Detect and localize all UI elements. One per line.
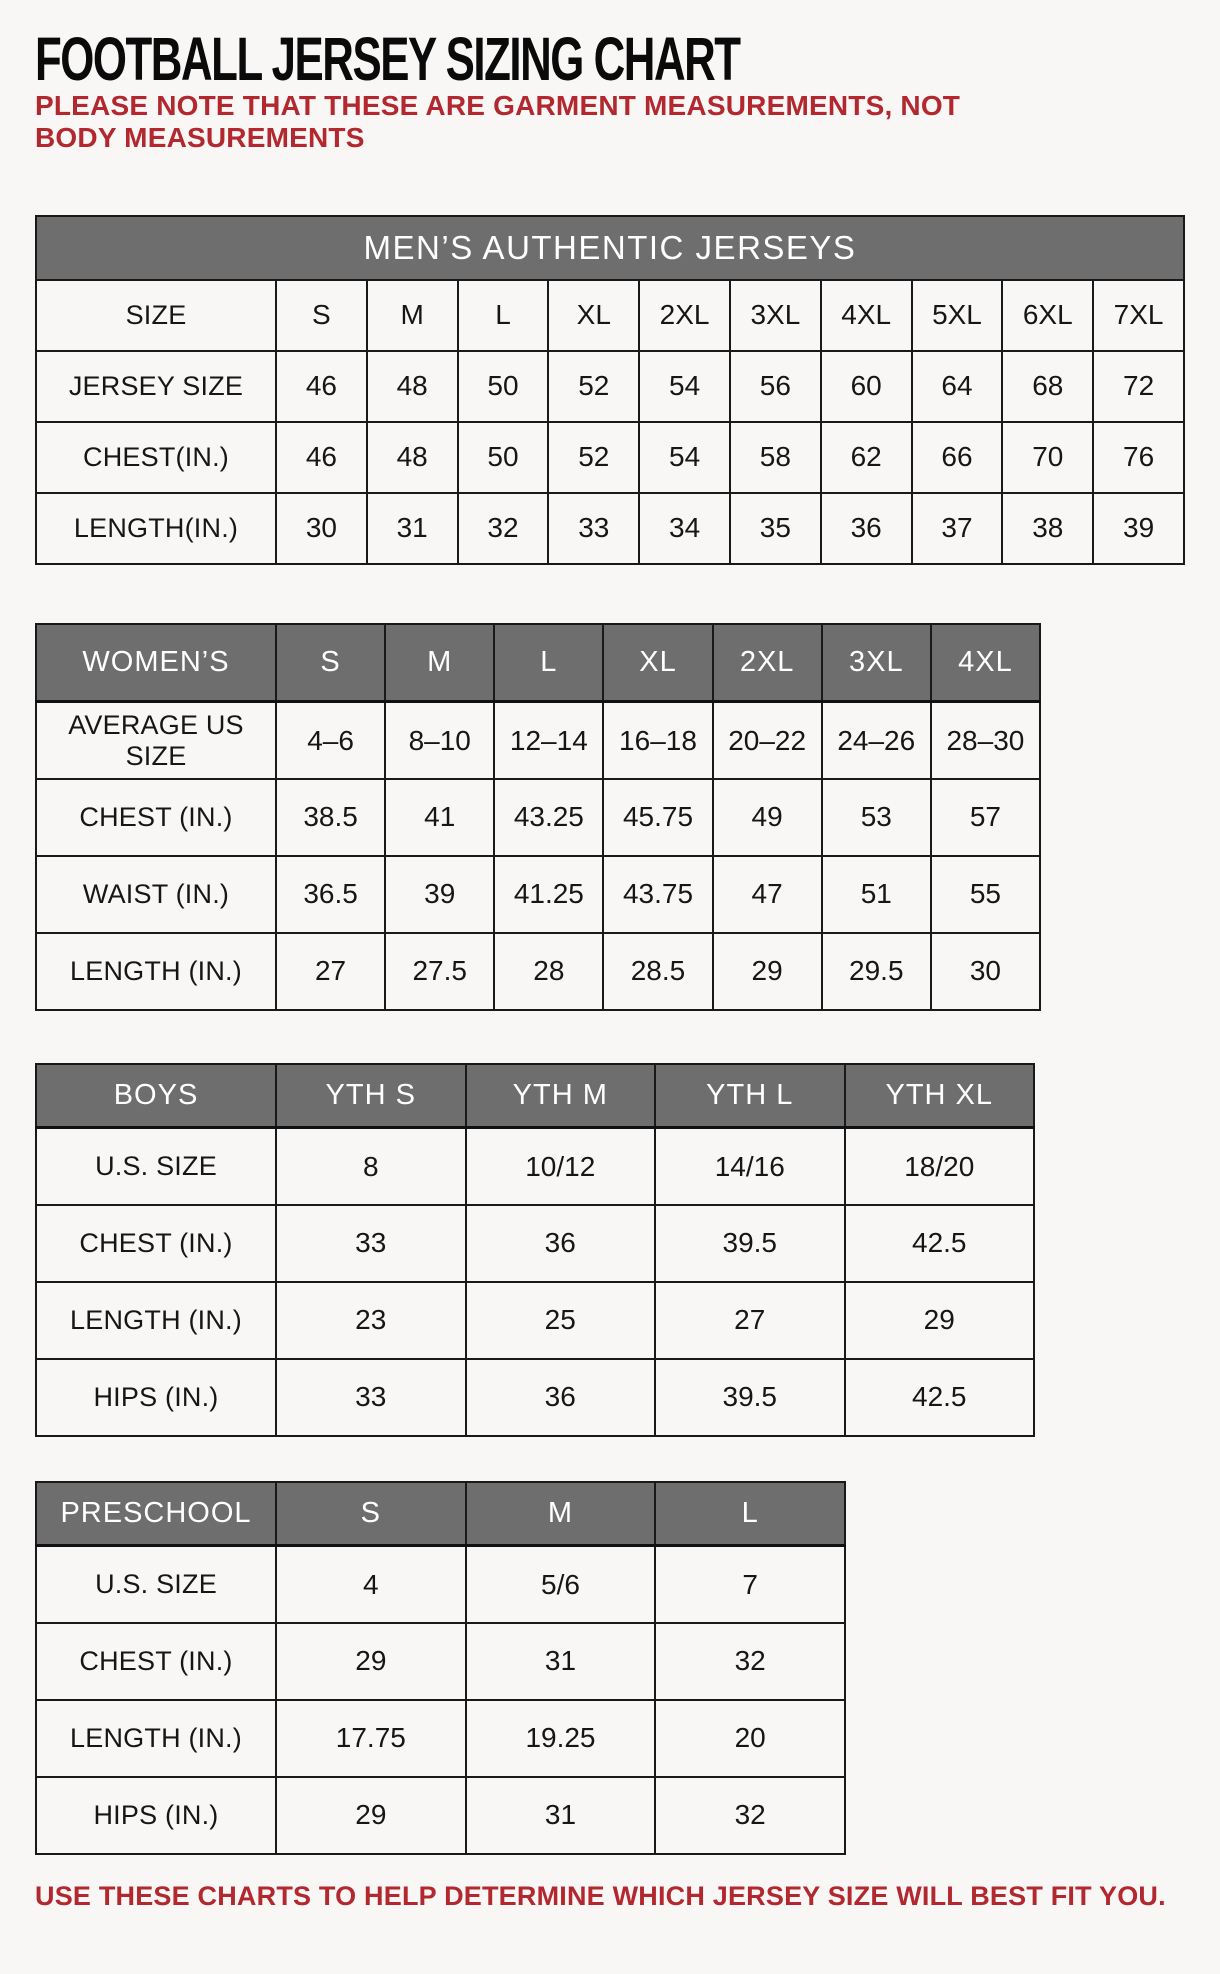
mens-value-cell: 39 (1093, 493, 1184, 564)
mens-value-cell: 48 (367, 351, 458, 422)
boys-value-cell: 8 (276, 1128, 466, 1205)
womens-header-size-col: 4XL (931, 624, 1040, 702)
womens-header-row (36, 624, 1040, 702)
mens-row-label: SIZE (36, 280, 276, 351)
womens-value-cell: 38.5 (276, 779, 385, 856)
preschool-header-size-col: M (466, 1482, 656, 1546)
mens-value-cell: 7XL (1093, 280, 1184, 351)
mens-value-cell: 64 (912, 351, 1003, 422)
womens-value-cell: 27 (276, 933, 385, 1010)
preschool-table-row (36, 1777, 845, 1854)
mens-value-cell: 37 (912, 493, 1003, 564)
womens-value-cell: 49 (713, 779, 822, 856)
mens-value-cell: 31 (367, 493, 458, 564)
womens-value-cell: 39 (385, 856, 494, 933)
mens-row-label: LENGTH(IN.) (36, 493, 276, 564)
mens-value-cell: 50 (458, 422, 549, 493)
boys-value-cell: 39.5 (655, 1205, 845, 1282)
womens-value-cell: 45.75 (603, 779, 712, 856)
preschool-value-cell: 29 (276, 1777, 466, 1854)
preschool-row-label: U.S. SIZE (36, 1546, 276, 1623)
mens-value-cell: 58 (730, 422, 821, 493)
note-fit-guidance: USE THESE CHARTS TO HELP DETERMINE WHICH JERSEY SIZE WILL BEST FIT YOU. (35, 1880, 1166, 1911)
womens-value-cell: 57 (931, 779, 1040, 856)
mens-value-cell: 52 (548, 422, 639, 493)
boys-sizing-table (35, 1063, 1035, 1437)
womens-value-cell: 20–22 (713, 702, 822, 779)
womens-value-cell: 53 (822, 779, 931, 856)
mens-value-cell: 4XL (821, 280, 912, 351)
womens-value-cell: 41 (385, 779, 494, 856)
womens-row-label: AVERAGE US SIZE (36, 702, 276, 779)
womens-value-cell: 43.25 (494, 779, 603, 856)
womens-row-label: LENGTH (IN.) (36, 933, 276, 1010)
mens-value-cell: 60 (821, 351, 912, 422)
mens-value-cell: 30 (276, 493, 367, 564)
womens-value-cell: 55 (931, 856, 1040, 933)
womens-sizing-table (35, 623, 1041, 1011)
mens-authentic-jerseys-table (35, 215, 1185, 565)
boys-value-cell: 10/12 (466, 1128, 656, 1205)
womens-value-cell: 27.5 (385, 933, 494, 1010)
womens-value-cell: 28 (494, 933, 603, 1010)
womens-value-cell: 41.25 (494, 856, 603, 933)
womens-value-cell: 51 (822, 856, 931, 933)
womens-row-label: CHEST (IN.) (36, 779, 276, 856)
preschool-table-row (36, 1700, 845, 1777)
boys-sizing-table (35, 1063, 1185, 1437)
preschool-value-cell: 19.25 (466, 1700, 656, 1777)
womens-value-cell: 4–6 (276, 702, 385, 779)
boys-value-cell: 25 (466, 1282, 656, 1359)
mens-value-cell: L (458, 280, 549, 351)
preschool-row-label: HIPS (IN.) (36, 1777, 276, 1854)
mens-value-cell: 70 (1002, 422, 1093, 493)
boys-row-label: LENGTH (IN.) (36, 1282, 276, 1359)
mens-value-cell: S (276, 280, 367, 351)
mens-table-row (36, 351, 1184, 422)
preschool-value-cell: 32 (655, 1777, 845, 1854)
mens-value-cell: 68 (1002, 351, 1093, 422)
boys-header-row (36, 1064, 1034, 1128)
womens-header-size-col: 2XL (713, 624, 822, 702)
mens-value-cell: XL (548, 280, 639, 351)
boys-header-size-col: YTH M (466, 1064, 656, 1128)
mens-value-cell: 50 (458, 351, 549, 422)
mens-value-cell: 33 (548, 493, 639, 564)
preschool-value-cell: 32 (655, 1623, 845, 1700)
mens-value-cell: 35 (730, 493, 821, 564)
preschool-header-size-col: L (655, 1482, 845, 1546)
preschool-value-cell: 20 (655, 1700, 845, 1777)
boys-header-size-col: YTH XL (845, 1064, 1035, 1128)
page-title-text: FOOTBALL JERSEY SIZING CHART (35, 25, 740, 94)
boys-header-label: BOYS (36, 1064, 276, 1128)
mens-row-label: CHEST(IN.) (36, 422, 276, 493)
womens-header-size-col: M (385, 624, 494, 702)
boys-row-label: U.S. SIZE (36, 1128, 276, 1205)
preschool-table-row (36, 1623, 845, 1700)
boys-value-cell: 36 (466, 1359, 656, 1436)
page-title (35, 24, 1185, 94)
boys-header-size-col: YTH L (655, 1064, 845, 1128)
preschool-header-size-col: S (276, 1482, 466, 1546)
womens-value-cell: 28–30 (931, 702, 1040, 779)
preschool-value-cell: 4 (276, 1546, 466, 1623)
preschool-value-cell: 7 (655, 1546, 845, 1623)
mens-value-cell: 56 (730, 351, 821, 422)
mens-value-cell: 52 (548, 351, 639, 422)
note-garment-measurements: PLEASE NOTE THAT THESE ARE GARMENT MEASUREMENTS, NOT BODY MEASUREMENTS (35, 90, 961, 154)
mens-value-cell: 2XL (639, 280, 730, 351)
boys-table-row (36, 1282, 1034, 1359)
mens-table-row (36, 493, 1184, 564)
preschool-sizing-table (35, 1481, 846, 1855)
womens-header-size-col: S (276, 624, 385, 702)
preschool-value-cell: 29 (276, 1623, 466, 1700)
mens-value-cell: 34 (639, 493, 730, 564)
womens-header-size-col: 3XL (822, 624, 931, 702)
womens-value-cell: 8–10 (385, 702, 494, 779)
boys-value-cell: 29 (845, 1282, 1035, 1359)
preschool-header-label: PRESCHOOL (36, 1482, 276, 1546)
womens-value-cell: 24–26 (822, 702, 931, 779)
boys-value-cell: 42.5 (845, 1205, 1035, 1282)
preschool-value-cell: 17.75 (276, 1700, 466, 1777)
womens-table-row (36, 856, 1040, 933)
womens-value-cell: 28.5 (603, 933, 712, 1010)
womens-value-cell: 43.75 (603, 856, 712, 933)
womens-value-cell: 30 (931, 933, 1040, 1010)
mens-value-cell: 62 (821, 422, 912, 493)
womens-header-size-col: L (494, 624, 603, 702)
boys-value-cell: 33 (276, 1205, 466, 1282)
womens-value-cell: 29.5 (822, 933, 931, 1010)
boys-table-row (36, 1359, 1034, 1436)
preschool-header-row (36, 1482, 845, 1546)
preschool-value-cell: 31 (466, 1623, 656, 1700)
boys-value-cell: 23 (276, 1282, 466, 1359)
womens-value-cell: 12–14 (494, 702, 603, 779)
mens-value-cell: 5XL (912, 280, 1003, 351)
preschool-table-row (36, 1546, 845, 1623)
mens-value-cell: 36 (821, 493, 912, 564)
mens-value-cell: 38 (1002, 493, 1093, 564)
boys-value-cell: 42.5 (845, 1359, 1035, 1436)
mens-value-cell: 46 (276, 351, 367, 422)
boys-value-cell: 36 (466, 1205, 656, 1282)
womens-value-cell: 36.5 (276, 856, 385, 933)
womens-sizing-table (35, 623, 1185, 1011)
mens-value-cell: 66 (912, 422, 1003, 493)
mens-row-label: JERSEY SIZE (36, 351, 276, 422)
mens-banner-title: MEN’S AUTHENTIC JERSEYS (36, 216, 1184, 280)
boys-table-row (36, 1128, 1034, 1205)
preschool-value-cell: 5/6 (466, 1546, 656, 1623)
mens-table-row (36, 280, 1184, 351)
boys-header-size-col: YTH S (276, 1064, 466, 1128)
preschool-row-label: LENGTH (IN.) (36, 1700, 276, 1777)
boys-table-row (36, 1205, 1034, 1282)
mens-sizing-table (35, 215, 1185, 565)
mens-value-cell: 76 (1093, 422, 1184, 493)
mens-value-cell: 46 (276, 422, 367, 493)
womens-value-cell: 16–18 (603, 702, 712, 779)
boys-value-cell: 39.5 (655, 1359, 845, 1436)
mens-value-cell: M (367, 280, 458, 351)
preschool-value-cell: 31 (466, 1777, 656, 1854)
preschool-row-label: CHEST (IN.) (36, 1623, 276, 1700)
womens-table-row (36, 933, 1040, 1010)
mens-value-cell: 48 (367, 422, 458, 493)
womens-value-cell: 47 (713, 856, 822, 933)
mens-value-cell: 6XL (1002, 280, 1093, 351)
mens-value-cell: 32 (458, 493, 549, 564)
boys-value-cell: 27 (655, 1282, 845, 1359)
womens-header-label: WOMEN’S (36, 624, 276, 702)
womens-table-row (36, 702, 1040, 779)
boys-row-label: CHEST (IN.) (36, 1205, 276, 1282)
womens-header-size-col: XL (603, 624, 712, 702)
womens-value-cell: 29 (713, 933, 822, 1010)
mens-value-cell: 54 (639, 351, 730, 422)
preschool-sizing-table (35, 1481, 1185, 1855)
mens-value-cell: 72 (1093, 351, 1184, 422)
mens-value-cell: 54 (639, 422, 730, 493)
mens-value-cell: 3XL (730, 280, 821, 351)
womens-row-label: WAIST (IN.) (36, 856, 276, 933)
boys-value-cell: 14/16 (655, 1128, 845, 1205)
mens-table-row (36, 422, 1184, 493)
boys-row-label: HIPS (IN.) (36, 1359, 276, 1436)
boys-value-cell: 33 (276, 1359, 466, 1436)
womens-table-row (36, 779, 1040, 856)
boys-value-cell: 18/20 (845, 1128, 1035, 1205)
